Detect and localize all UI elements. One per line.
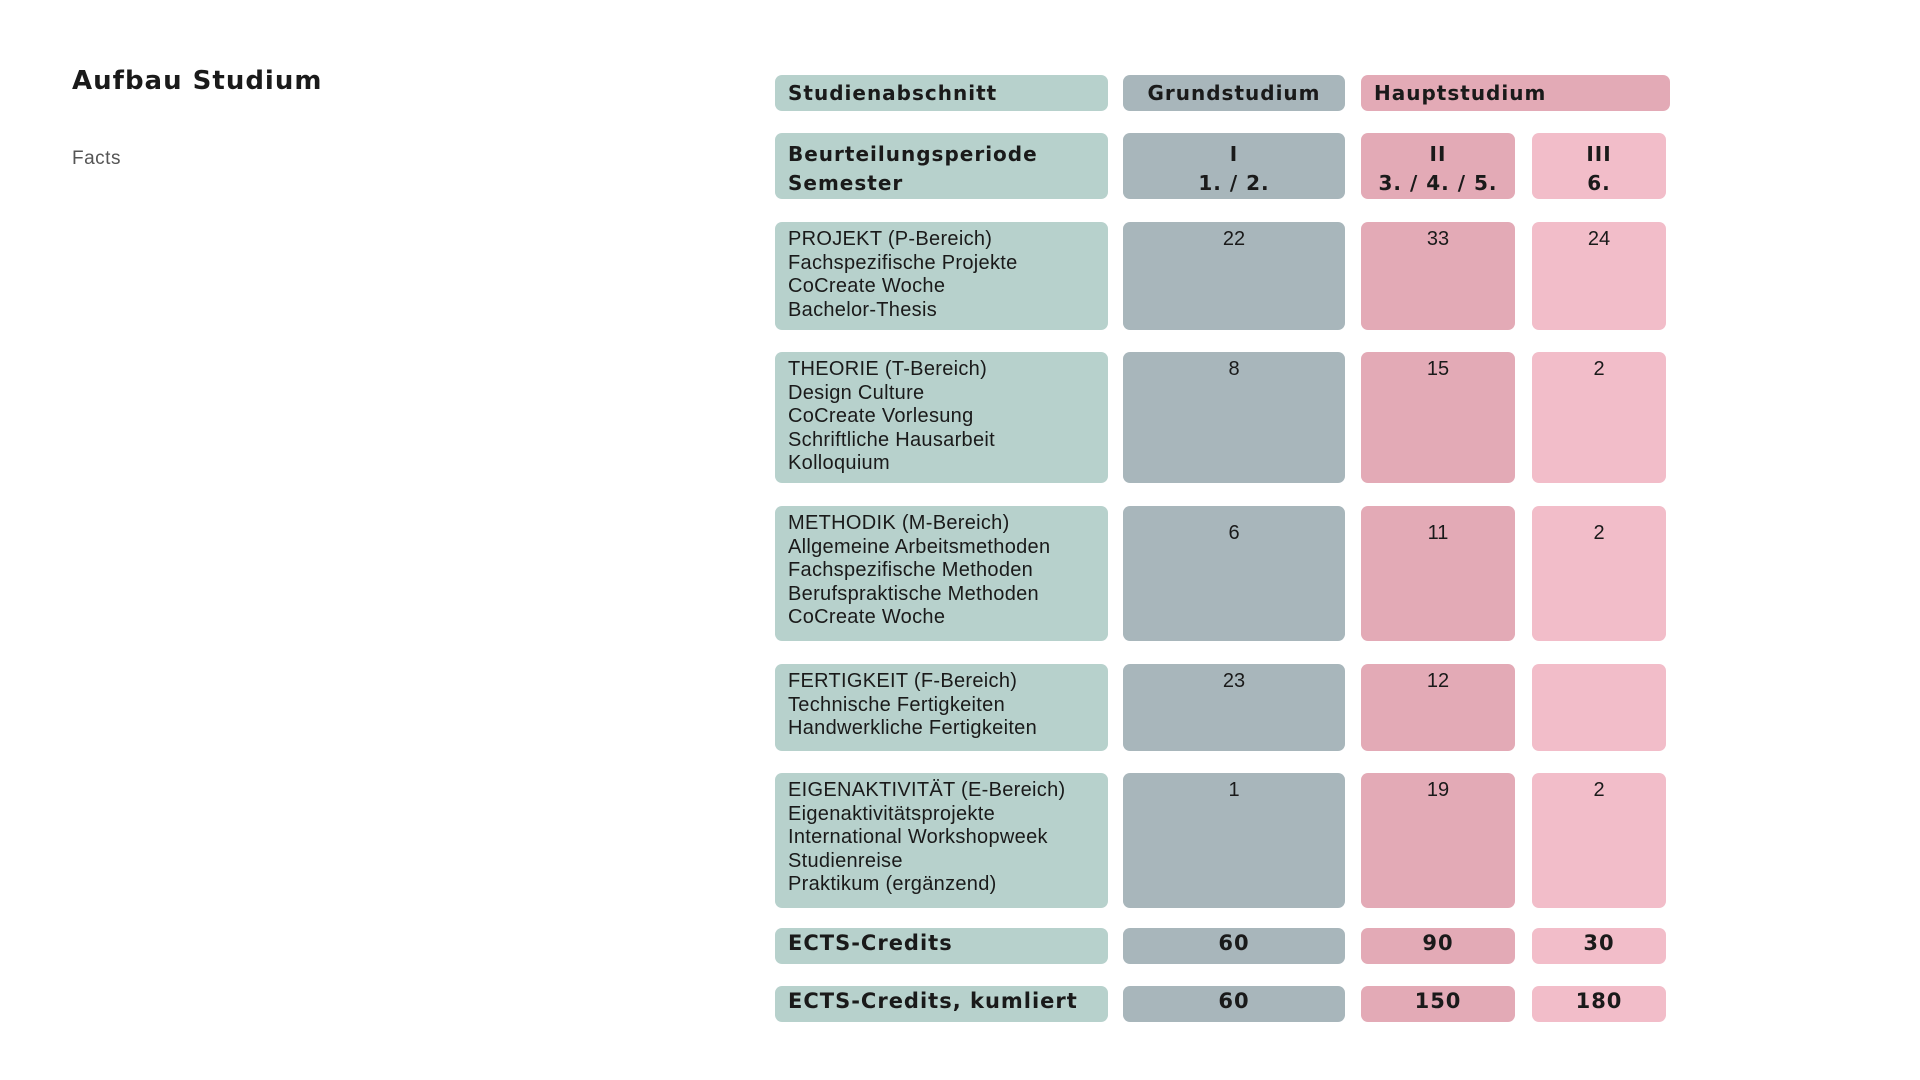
period-semesters: 3. / 4. / 5. [1378, 171, 1498, 195]
row-label-projekt [775, 222, 1108, 330]
value-cell-haupt: 12 [1361, 664, 1515, 751]
row-line: Fachspezifische Methoden [788, 559, 1034, 581]
page-subtitle: Facts [72, 148, 121, 169]
page-title: Aufbau Studium [72, 66, 323, 96]
ects-credits-cumulative-iii: 180 [1532, 986, 1666, 1022]
row-line: THEORIE (T-Bereich) [788, 358, 988, 380]
value-cell-haupt: 11 [1361, 506, 1515, 641]
value-cell-iii: 2 [1532, 506, 1666, 641]
value-cell-iii: 24 [1532, 222, 1666, 330]
row-label-eigenaktivitaet [775, 773, 1108, 908]
ects-credits-cumulative-grund: 60 [1123, 986, 1345, 1022]
period-label: Beurteilungsperiode [788, 142, 1038, 166]
period-semesters: 6. [1587, 171, 1611, 195]
row-line: FERTIGKEIT (F-Bereich) [788, 670, 1018, 692]
ects-credits-label: ECTS-Credits [775, 928, 1108, 964]
row-line: CoCreate Woche [788, 606, 946, 628]
row-line: Fachspezifische Projekte [788, 251, 1018, 274]
value-cell-haupt: 19 [1361, 773, 1515, 908]
row-line: Technische Fertigkeiten [788, 693, 1006, 716]
value-cell-grund: 23 [1123, 664, 1345, 751]
value-cell-iii: 2 [1532, 773, 1666, 908]
value-cell-grund: 8 [1123, 352, 1345, 483]
ects-credits-grund: 60 [1123, 928, 1345, 964]
row-label-theorie [775, 352, 1108, 483]
period-cell-iii [1532, 133, 1666, 199]
row-line: CoCreate Vorlesung [788, 405, 974, 427]
value-cell-grund: 6 [1123, 506, 1345, 641]
period-label-cell [775, 133, 1108, 199]
row-label-methodik [775, 506, 1108, 641]
row-line: International Workshopweek [788, 826, 1048, 848]
row-line: EIGENAKTIVITÄT (E-Bereich) [788, 779, 1066, 801]
row-line: Schriftliche Hausarbeit [788, 428, 995, 451]
period-roman: II [1429, 142, 1447, 166]
row-line: Praktikum (ergänzend) [788, 873, 997, 895]
period-cell-ii [1361, 133, 1515, 199]
period-cell-i [1123, 133, 1345, 199]
period-roman: I [1229, 142, 1239, 166]
row-line: Kolloquium [788, 452, 890, 474]
row-line: Eigenaktivitätsprojekte [788, 802, 996, 825]
semester-label: Semester [788, 171, 904, 195]
row-label-fertigkeit [775, 664, 1108, 751]
period-semesters: 1. / 2. [1198, 171, 1270, 195]
row-line: Allgemeine Arbeitsmethoden [788, 535, 1051, 558]
row-line: CoCreate Woche [788, 275, 946, 297]
ects-credits-haupt: 90 [1361, 928, 1515, 964]
ects-credits-iii: 30 [1532, 928, 1666, 964]
row-line: Handwerkliche Fertigkeiten [788, 717, 1038, 739]
row-line: Berufspraktische Methoden [788, 582, 1039, 605]
ects-credits-cumulative-label: ECTS-Credits, kumliert [775, 986, 1108, 1022]
ects-credits-cumulative-haupt: 150 [1361, 986, 1515, 1022]
header-studienabschnitt: Studienabschnitt [775, 75, 1108, 111]
value-cell-grund: 1 [1123, 773, 1345, 908]
value-cell-grund: 22 [1123, 222, 1345, 330]
value-cell-iii: 2 [1532, 352, 1666, 483]
value-cell-iii [1532, 664, 1666, 751]
row-line: Studienreise [788, 849, 903, 872]
value-cell-haupt: 33 [1361, 222, 1515, 330]
row-line: METHODIK (M-Bereich) [788, 512, 1010, 534]
period-roman: III [1586, 142, 1612, 166]
value-cell-haupt: 15 [1361, 352, 1515, 483]
row-line: PROJEKT (P-Bereich) [788, 228, 993, 250]
row-line: Bachelor-Thesis [788, 298, 938, 321]
header-grundstudium: Grundstudium [1123, 75, 1345, 111]
header-hauptstudium: Hauptstudium [1361, 75, 1670, 111]
row-line: Design Culture [788, 381, 925, 404]
